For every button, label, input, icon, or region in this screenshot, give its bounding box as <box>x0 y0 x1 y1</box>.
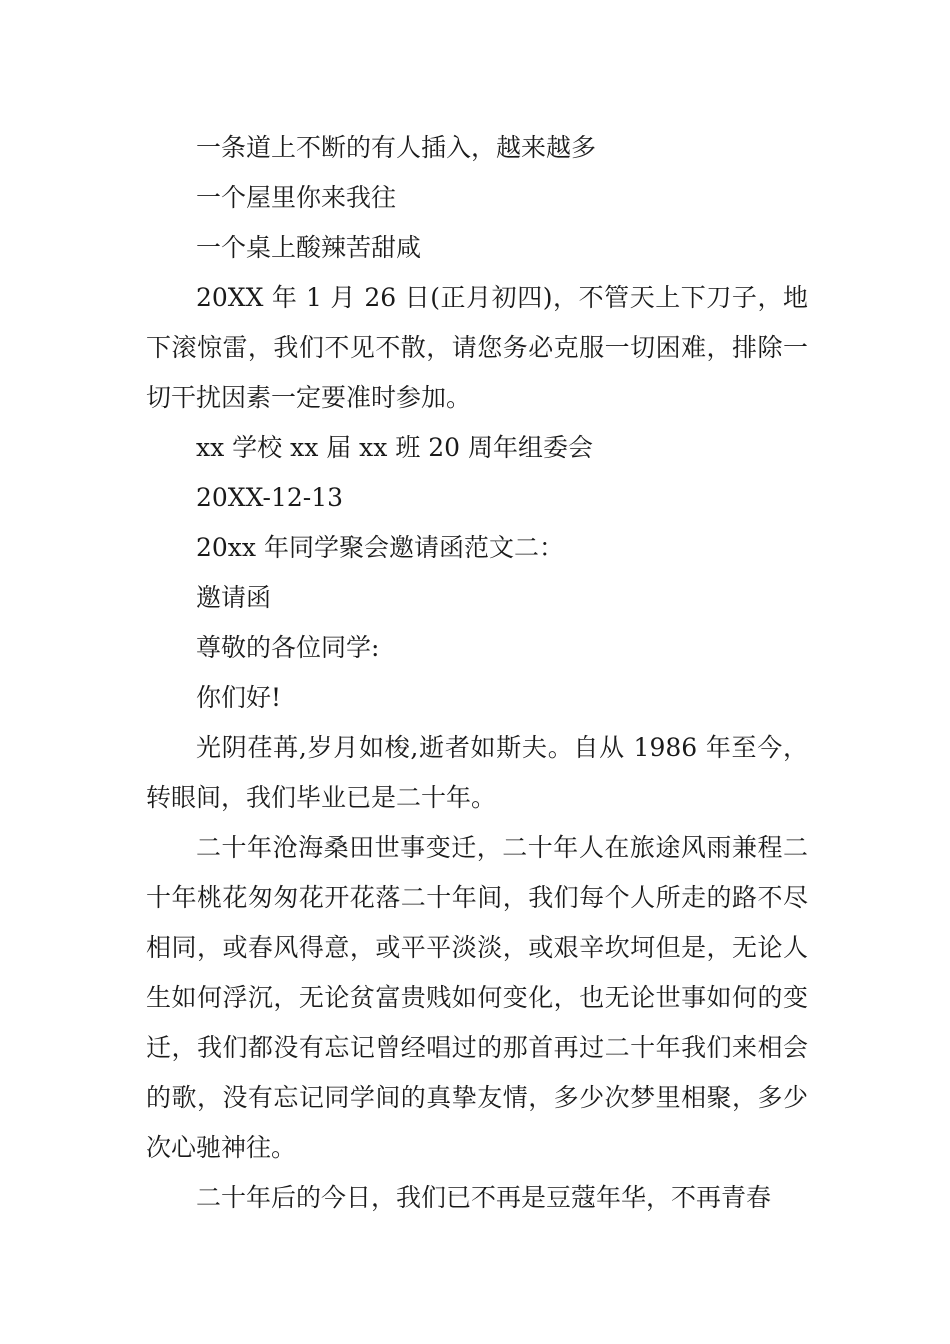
paragraph-3: 一个桌上酸辣苦甜咸 <box>196 233 422 262</box>
paragraph-8: 邀请函 <box>196 583 272 612</box>
paragraph-7: 20xx 年同学聚会邀请函范文二： <box>196 533 564 562</box>
paragraph-13: 二十年后的今日，我们已不再是豆蔻年华，不再青春 <box>196 1183 772 1212</box>
paragraph-5: xx 学校 xx 届 xx 班 20 周年组委会 <box>196 433 594 462</box>
paragraph-12: 二十年沧海桑田世事变迁，二十年人在旅途风雨兼程二十年桃花匆匆花开花落二十年间，我们每个人所走的路不尽相同，或春风得意，或平平淡淡，或艰辛坎坷但是，无论人生如何浮沉，无论贫富贵贱如何变化，也无论世事如何的变迁，我们都没有忘记曾经唱过的那首再过二十年我们来相会的歌，没有忘记同学间的真挚友情，多少次梦里相聚，多少次心驰神往。 <box>146 833 808 1162</box>
paragraph-9: 尊敬的各位同学: <box>196 633 380 662</box>
paragraph-1: 一条道上不断的有人插入，越来越多 <box>196 133 597 162</box>
paragraph-11: 光阴荏苒,岁月如梭,逝者如斯夫。自从 1986 年至今，转眼间，我们毕业已是二十年。 <box>146 733 808 812</box>
document-body <box>146 123 808 1223</box>
paragraph-4: 20XX 年 1 月 26 日(正月初四)，不管天上下刀子，地下滚惊雷，我们不见不散，请您务必克服一切困难，排除一切干扰因素一定要准时参加。 <box>146 283 808 412</box>
paragraph-6: 20XX-12-13 <box>196 483 344 512</box>
paragraph-2: 一个屋里你来我往 <box>196 183 397 212</box>
paragraph-10: 你们好! <box>196 683 282 712</box>
